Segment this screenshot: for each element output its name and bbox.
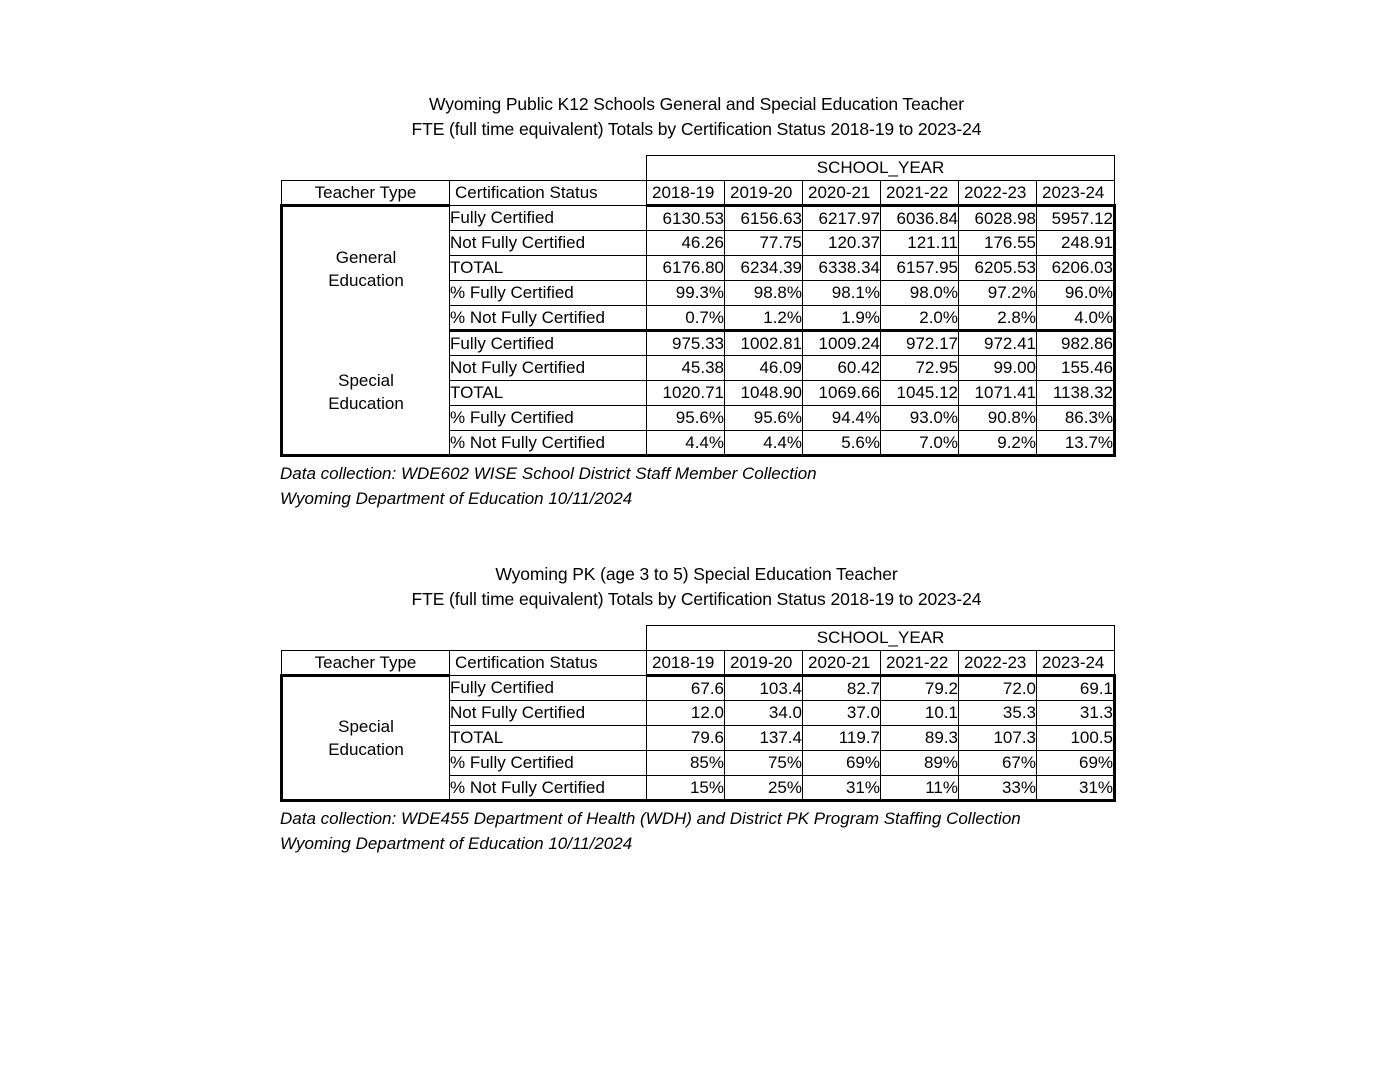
footnote-department: Wyoming Department of Education 10/11/2024 [280,489,633,508]
value-cell: 90.8% [959,406,1037,431]
value-cell: 31% [803,776,881,801]
value-cell: 33% [959,776,1037,801]
value-cell: 1.9% [803,306,881,331]
table-header-row [282,651,1115,676]
value-cell: 25% [725,776,803,801]
value-cell: 6036.84 [881,206,959,231]
report-k12-footnotes [280,461,1113,511]
value-cell: 31.3 [1037,701,1115,726]
value-cell: 2.8% [959,306,1037,331]
certification-status-cell: Fully Certified [450,676,647,701]
value-cell: 96.0% [1037,281,1115,306]
report-pk-title [280,562,1113,612]
certification-status-cell: % Fully Certified [450,281,647,306]
value-cell: 107.3 [959,726,1037,751]
certification-status-cell: Fully Certified [450,206,647,231]
value-cell: 31% [1037,776,1115,801]
value-cell: 9.2% [959,431,1037,456]
value-cell: 37.0 [803,701,881,726]
corner-blank-cell [282,626,647,651]
value-cell: 98.1% [803,281,881,306]
value-cell: 972.41 [959,331,1037,356]
value-cell: 176.55 [959,231,1037,256]
certification-status-cell: Not Fully Certified [450,701,647,726]
value-cell: 45.38 [647,356,725,381]
value-cell: 1.2% [725,306,803,331]
value-cell: 6338.34 [803,256,881,281]
value-cell: 6217.97 [803,206,881,231]
column-header-year: 2022-23 [959,651,1037,676]
value-cell: 6130.53 [647,206,725,231]
teacher-type-group-label [282,206,450,331]
certification-status-cell: % Not Fully Certified [450,306,647,331]
certification-status-cell: TOTAL [450,726,647,751]
value-cell: 82.7 [803,676,881,701]
value-cell: 120.37 [803,231,881,256]
value-cell: 1048.90 [725,381,803,406]
value-cell: 69% [1037,751,1115,776]
value-cell: 155.46 [1037,356,1115,381]
table-row [282,676,1115,701]
value-cell: 1009.24 [803,331,881,356]
value-cell: 4.0% [1037,306,1115,331]
title-line-2: FTE (full time equivalent) Totals by Certification Status 2018-19 to 2023-24 [411,119,982,139]
value-cell: 972.17 [881,331,959,356]
column-header-teacher-type: Teacher Type [282,181,450,206]
value-cell: 95.6% [647,406,725,431]
footnote-department: Wyoming Department of Education 10/11/2024 [280,834,633,853]
value-cell: 982.86 [1037,331,1115,356]
value-cell: 35.3 [959,701,1037,726]
teacher-type-group-label [282,331,450,456]
value-cell: 89% [881,751,959,776]
value-cell: 103.4 [725,676,803,701]
value-cell: 6206.03 [1037,256,1115,281]
column-header-teacher-type: Teacher Type [282,651,450,676]
group-label-line-2: Education [328,394,404,414]
value-cell: 7.0% [881,431,959,456]
value-cell: 46.09 [725,356,803,381]
value-cell: 6157.95 [881,256,959,281]
value-cell: 5957.12 [1037,206,1115,231]
report-pk [280,562,1113,856]
group-label-line-1: Special [338,371,394,391]
value-cell: 119.7 [803,726,881,751]
certification-status-cell: Not Fully Certified [450,231,647,256]
value-cell: 2.0% [881,306,959,331]
title-line-1: Wyoming Public K12 Schools General and Special Education Teacher [429,94,964,114]
group-label-line-1: Special [338,717,394,736]
title-line-1: Wyoming PK (age 3 to 5) Special Education Teacher [495,564,898,584]
value-cell: 34.0 [725,701,803,726]
value-cell: 5.6% [803,431,881,456]
footnote-data-collection: Data collection: WDE602 WISE School District Staff Member Collection [280,464,817,483]
value-cell: 95.6% [725,406,803,431]
value-cell: 12.0 [647,701,725,726]
column-header-year: 2020-21 [803,181,881,206]
value-cell: 69.1 [1037,676,1115,701]
value-cell: 75% [725,751,803,776]
column-header-certification-status: Certification Status [450,181,647,206]
certification-status-cell: Fully Certified [450,331,647,356]
value-cell: 13.7% [1037,431,1115,456]
value-cell: 69% [803,751,881,776]
certification-status-cell: % Fully Certified [450,751,647,776]
column-header-year: 2023-24 [1037,181,1115,206]
value-cell: 248.91 [1037,231,1115,256]
value-cell: 86.3% [1037,406,1115,431]
value-cell: 1071.41 [959,381,1037,406]
value-cell: 137.4 [725,726,803,751]
table-header-span-row [282,156,1115,181]
value-cell: 94.4% [803,406,881,431]
value-cell: 79.2 [881,676,959,701]
fte-table-k12 [280,155,1116,457]
value-cell: 1069.66 [803,381,881,406]
column-header-certification-status: Certification Status [450,651,647,676]
value-cell: 121.11 [881,231,959,256]
certification-status-cell: TOTAL [450,256,647,281]
value-cell: 60.42 [803,356,881,381]
value-cell: 11% [881,776,959,801]
column-header-year: 2023-24 [1037,651,1115,676]
value-cell: 4.4% [725,431,803,456]
value-cell: 99.3% [647,281,725,306]
certification-status-cell: % Not Fully Certified [450,431,647,456]
value-cell: 46.26 [647,231,725,256]
group-label-line-1: General [335,247,397,267]
column-header-year: 2019-20 [725,181,803,206]
school-year-header: SCHOOL_YEAR [647,626,1115,651]
table-row [282,206,1115,231]
value-cell: 0.7% [647,306,725,331]
value-cell: 97.2% [959,281,1037,306]
value-cell: 4.4% [647,431,725,456]
value-cell: 93.0% [881,406,959,431]
certification-status-cell: % Fully Certified [450,406,647,431]
value-cell: 6176.80 [647,256,725,281]
certification-status-cell: Not Fully Certified [450,356,647,381]
value-cell: 98.0% [881,281,959,306]
value-cell: 99.00 [959,356,1037,381]
teacher-type-group-label [282,676,450,801]
column-header-year: 2018-19 [647,181,725,206]
value-cell: 67% [959,751,1037,776]
value-cell: 67.6 [647,676,725,701]
value-cell: 100.5 [1037,726,1115,751]
value-cell: 79.6 [647,726,725,751]
column-header-year: 2018-19 [647,651,725,676]
table-row [282,331,1115,356]
column-header-year: 2022-23 [959,181,1037,206]
value-cell: 85% [647,751,725,776]
value-cell: 89.3 [881,726,959,751]
value-cell: 77.75 [725,231,803,256]
value-cell: 1138.32 [1037,381,1115,406]
school-year-header: SCHOOL_YEAR [647,156,1115,181]
value-cell: 15% [647,776,725,801]
column-header-year: 2019-20 [725,651,803,676]
report-k12 [280,92,1113,511]
report-k12-title [280,92,1113,142]
value-cell: 1002.81 [725,331,803,356]
value-cell: 975.33 [647,331,725,356]
report-pk-footnotes [280,806,1113,856]
column-header-year: 2021-22 [881,181,959,206]
fte-table-pk [280,625,1116,802]
value-cell: 6028.98 [959,206,1037,231]
group-label-line-2: Education [328,270,404,290]
value-cell: 1045.12 [881,381,959,406]
value-cell: 72.0 [959,676,1037,701]
certification-status-cell: % Not Fully Certified [450,776,647,801]
table-header-span-row [282,626,1115,651]
value-cell: 6205.53 [959,256,1037,281]
value-cell: 10.1 [881,701,959,726]
table-header-row [282,181,1115,206]
column-header-year: 2020-21 [803,651,881,676]
value-cell: 6156.63 [725,206,803,231]
value-cell: 6234.39 [725,256,803,281]
value-cell: 72.95 [881,356,959,381]
value-cell: 98.8% [725,281,803,306]
value-cell: 1020.71 [647,381,725,406]
certification-status-cell: TOTAL [450,381,647,406]
corner-blank-cell [282,156,647,181]
group-label-line-2: Education [328,740,404,759]
title-line-2: FTE (full time equivalent) Totals by Certification Status 2018-19 to 2023-24 [411,589,982,609]
column-header-year: 2021-22 [881,651,959,676]
footnote-data-collection: Data collection: WDE455 Department of Health (WDH) and District PK Program Staffing Collection [280,809,1021,828]
